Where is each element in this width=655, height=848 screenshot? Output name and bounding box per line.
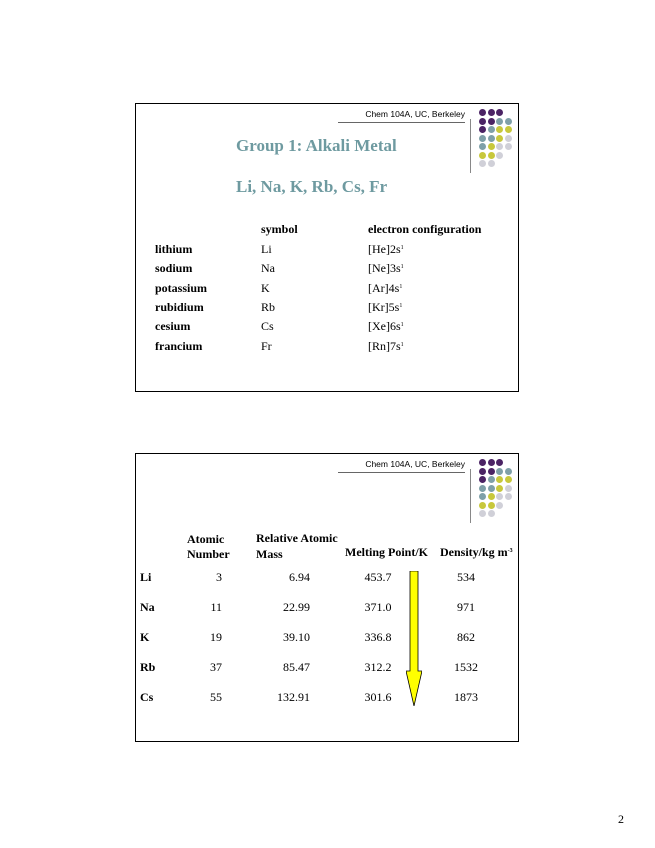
- element-name: potassium: [155, 280, 208, 295]
- header-underline: [338, 472, 465, 473]
- course-label: Chem 104A, UC, Berkeley: [365, 109, 465, 119]
- decorative-dot: [479, 502, 486, 509]
- slide-title: Group 1: Alkali Metal: [236, 136, 397, 155]
- header-atomic-number-line1: Atomic: [187, 532, 225, 546]
- header-divider: [470, 119, 471, 173]
- melting-point: 312.2: [364, 660, 392, 674]
- atomic-number: 3: [216, 570, 222, 584]
- relative-atomic-mass: 22.99: [283, 600, 310, 614]
- course-label: Chem 104A, UC, Berkeley: [365, 459, 465, 469]
- decorative-dot-grid: [479, 459, 519, 519]
- decorative-dot: [496, 476, 503, 483]
- decorative-dot: [505, 126, 512, 133]
- decorative-dot: [488, 485, 495, 492]
- decorative-dot: [488, 510, 495, 517]
- decorative-dot: [496, 126, 503, 133]
- header-relative-mass-line1: Relative Atomic: [256, 531, 338, 545]
- decorative-dot: [496, 152, 503, 159]
- header-melting-point: Melting Point/K: [345, 545, 428, 559]
- decorative-dot: [488, 160, 495, 167]
- element-symbol: Rb: [140, 660, 156, 674]
- relative-atomic-mass: 39.10: [283, 630, 310, 644]
- decorative-dot: [488, 493, 495, 500]
- decorative-dot: [496, 502, 503, 509]
- density: 1873: [454, 690, 478, 704]
- decorative-dot: [488, 502, 495, 509]
- decorative-dot: [479, 160, 486, 167]
- electron-configuration: $[Xe]6s^1$: [368, 319, 404, 334]
- decorative-dot: [488, 476, 495, 483]
- decorative-dot: [479, 118, 486, 125]
- melting-point: 453.7: [364, 570, 392, 584]
- decorative-dot: [488, 135, 495, 142]
- decorative-dot: [496, 493, 503, 500]
- header-relative-mass-line2: Mass: [256, 547, 283, 561]
- electron-configuration: $[Rn]7s^1$: [368, 338, 404, 353]
- melting-point: 301.6: [364, 690, 392, 704]
- decorative-dot: [479, 468, 486, 475]
- decorative-dot: [505, 485, 512, 492]
- slide-alkali-properties: [135, 453, 519, 742]
- decorative-dot: [505, 118, 512, 125]
- melting-point: 336.8: [364, 630, 392, 644]
- header-symbol: symbol: [261, 222, 298, 236]
- atomic-number: 19: [210, 630, 222, 644]
- decorative-dot: [479, 493, 486, 500]
- atomic-number: 37: [210, 660, 222, 674]
- decorative-dot: [488, 126, 495, 133]
- element-name: cesium: [155, 319, 191, 334]
- element-symbol: K: [140, 630, 150, 644]
- element-symbol: Li: [140, 570, 152, 584]
- header-atomic-number-line2: Number: [187, 547, 230, 561]
- decorative-dot: [488, 459, 495, 466]
- electron-configuration: $[He]2s^1$: [368, 242, 404, 256]
- page-number: 2: [618, 812, 624, 826]
- slide-alkali-configurations: [135, 103, 519, 392]
- element-symbol: Cs: [261, 319, 274, 334]
- decorative-dot: [496, 109, 503, 116]
- decorative-dot: [505, 493, 512, 500]
- relative-atomic-mass: 132.91: [277, 690, 310, 704]
- element-name: rubidium: [155, 299, 204, 314]
- header-divider: [470, 469, 471, 523]
- decorative-dot: [496, 118, 503, 125]
- decorative-dot: [496, 135, 503, 142]
- element-symbol: Li: [261, 242, 272, 256]
- decorative-dot: [496, 468, 503, 475]
- decorative-dot: [505, 476, 512, 483]
- atomic-number: 55: [210, 690, 222, 704]
- decorative-dot: [479, 476, 486, 483]
- decorative-dot: [479, 485, 486, 492]
- density: 534: [457, 570, 475, 584]
- header-underline: [338, 122, 465, 123]
- element-name: francium: [155, 338, 203, 353]
- electron-configuration: $[Kr]5s^1$: [368, 299, 403, 314]
- relative-atomic-mass: 85.47: [283, 660, 310, 674]
- density: 862: [457, 630, 475, 644]
- atomic-number: 11: [210, 600, 222, 614]
- decorative-dot-grid: [479, 109, 519, 169]
- decorative-dot: [496, 459, 503, 466]
- decorative-dot: [479, 459, 486, 466]
- electron-configuration: $[Ar]4s^1$: [368, 280, 403, 295]
- down-arrow-icon: [406, 571, 422, 706]
- density: 1532: [454, 660, 478, 674]
- header-density: Density/kg $m^{-3}$: [440, 545, 513, 559]
- header-electron-configuration: electron configuration: [368, 222, 482, 236]
- decorative-dot: [479, 126, 486, 133]
- relative-atomic-mass: 6.94: [289, 570, 310, 584]
- element-name: sodium: [155, 261, 193, 276]
- decorative-dot: [479, 510, 486, 517]
- element-symbol: Cs: [140, 690, 154, 704]
- decorative-dot: [505, 135, 512, 142]
- decorative-dot: [479, 135, 486, 142]
- element-symbol: Na: [261, 261, 275, 276]
- decorative-dot: [496, 485, 503, 492]
- decorative-dot: [488, 143, 495, 150]
- element-symbol: Fr: [261, 338, 272, 353]
- decorative-dot: [488, 152, 495, 159]
- decorative-dot: [488, 468, 495, 475]
- element-symbol: K: [261, 280, 270, 295]
- element-name: lithium: [155, 242, 193, 256]
- element-symbol: Na: [140, 600, 155, 614]
- decorative-dot: [479, 143, 486, 150]
- decorative-dot: [479, 109, 486, 116]
- element-symbol: Rb: [261, 299, 276, 314]
- slide-subtitle: Li, Na, K, Rb, Cs, Fr: [236, 177, 388, 196]
- density: 971: [457, 600, 475, 614]
- decorative-dot: [488, 118, 495, 125]
- decorative-dot: [505, 468, 512, 475]
- decorative-dot: [479, 152, 486, 159]
- electron-configuration: $[Ne]3s^1$: [368, 261, 404, 276]
- decorative-dot: [505, 143, 512, 150]
- melting-point: 371.0: [364, 600, 392, 614]
- decorative-dot: [496, 143, 503, 150]
- decorative-dot: [488, 109, 495, 116]
